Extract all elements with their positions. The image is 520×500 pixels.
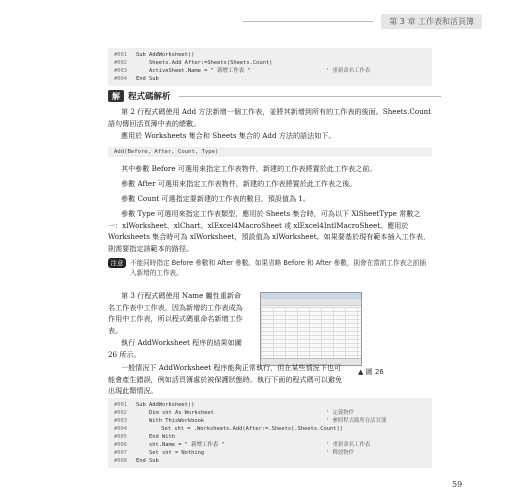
code-text: sht.Name = " 新增工作表 ": [136, 442, 225, 448]
code-line: [114, 441, 426, 449]
line-number: #004: [114, 76, 127, 82]
code-line: [114, 401, 426, 409]
line-number: #008: [114, 458, 127, 464]
line-number: #002: [114, 410, 127, 416]
line-number: #003: [114, 68, 127, 74]
section-title: 程式碼解析: [128, 92, 171, 102]
paragraph: 第 2 行程式碼使用 Add 方法新增一個工作表，並將其新增到所有的工作表的後面。Sheets.Count 語句傳回活頁簿中表的總數。: [108, 107, 432, 128]
code-text: End With: [136, 434, 175, 440]
note-tag: 注意: [108, 258, 126, 268]
code-line: [114, 67, 426, 75]
code-comment: ' 重新命名工作表: [326, 442, 371, 448]
note-text: 不能同時指定 Before 參數和 After 參數。如果省略 Before 和 After 參數，則會在當前工作表之前插入新增的工作表。: [130, 259, 426, 277]
paragraph: 參數 After 可選用來指定工作表物件，新建的工作表將置於此工作表之後。: [121, 179, 357, 188]
page-header: [243, 12, 482, 30]
code-text: ActiveSheet.Name = " 新增工作表 ": [136, 68, 251, 74]
syntax-box: Add(Before, After, Count, Type): [108, 147, 432, 157]
line-number: #001: [114, 402, 127, 408]
spreadsheet-grid: [261, 307, 361, 359]
line-number: #003: [114, 418, 127, 424]
line-number: #005: [114, 434, 127, 440]
code-text: Dim sht As Worksheet: [136, 410, 214, 416]
figure-caption: ▲ 圖 26: [358, 368, 384, 376]
code-text: Set sht = Nothing: [136, 450, 205, 456]
line-number: #006: [114, 442, 127, 448]
paragraph: 其中參數 Before 可選用來指定工作表物件，新建的工作表將置於此工作表之前。: [121, 164, 377, 173]
paragraph: 第 3 行程式碼使用 Name 屬性重新命名工作表中工作表，因為新增的工作表成為作用中工作表，所以程式碼重命名新增工作表。: [108, 291, 243, 335]
page-number: 59: [452, 480, 463, 489]
code-line: [114, 433, 426, 441]
code-text: End Sub: [136, 76, 159, 82]
chapter-number: 第 3 章: [389, 16, 416, 26]
section-rule: [179, 96, 441, 97]
code-text: Sub AddWorksheet(): [136, 52, 195, 58]
line-number: #001: [114, 52, 127, 58]
paragraph: 參數 Type 可選用來指定工作表類型，應用於 Sheets 集合時，可為以下 XlSheetType 常數之一：xlWorksheet、xlChart、xlExcel4MacroSheet 或 xlExcel4IntlMacroSheet。應用於 Worksheets 集合時可為 xlWorksheet，預設值為 xlWorksheet。如果要基於現有範本插入工作表，則需要指定該範本的路徑。: [108, 209, 431, 253]
code-text: End Sub: [136, 458, 159, 464]
code-comment: ' 參照程式碼所在活頁簿: [326, 418, 387, 424]
paragraph: 應用於 Worksheets 集合和 Sheets 集合的 Add 方法的語法如下。: [121, 131, 336, 140]
code-block-2: [108, 398, 432, 468]
code-line: [114, 59, 426, 67]
line-number: #007: [114, 450, 127, 456]
paragraph: 執行 AddWorksheet 程序的結果如圖 26 所示。: [108, 338, 242, 359]
paragraph: 一般情況下 AddWorksheet 程序能夠正常執行，但在某些情況下也可能會產生錯誤，例如活頁簿處於被保護狀態時。執行下面的程式碼可以避免出現此類情況。: [108, 363, 343, 395]
code-text: Set sht = .Worksheets.Add(After:=.Sheets(.Sheets.Count)): [135, 426, 344, 432]
code-comment: ' 釋放物件: [326, 450, 355, 456]
chapter-label: [381, 14, 482, 29]
code-text: Sub AddWorksheet(): [136, 402, 195, 408]
section-heading: [108, 90, 441, 102]
excel-screenshot-figure: [260, 292, 362, 366]
code-line: [114, 457, 426, 465]
code-line: [114, 417, 426, 425]
code-line: [114, 51, 426, 59]
analysis-icon: 解: [108, 90, 124, 102]
code-comment: ' 定義物件: [326, 410, 355, 416]
code-line: [114, 409, 426, 417]
header-rule: [243, 21, 373, 22]
note-box: [108, 258, 432, 278]
ribbon: [261, 299, 361, 306]
code-text: Sheets.Add After:=Sheets(Sheets.Count): [136, 60, 273, 66]
code-line: [114, 449, 426, 457]
code-line: [114, 425, 426, 433]
line-number: #002: [114, 60, 127, 66]
paragraph: 參數 Count 可選指定要新建的工作表的數目，預設值為 1。: [121, 194, 311, 203]
chapter-title: 工作表和活頁簿: [418, 16, 474, 26]
code-comment: ' 重新命名工作表: [326, 68, 371, 74]
code-block-1: [108, 48, 432, 86]
code-text: With ThisWorkbook: [136, 418, 205, 424]
code-line: [114, 75, 426, 83]
line-number: #004: [114, 426, 127, 432]
